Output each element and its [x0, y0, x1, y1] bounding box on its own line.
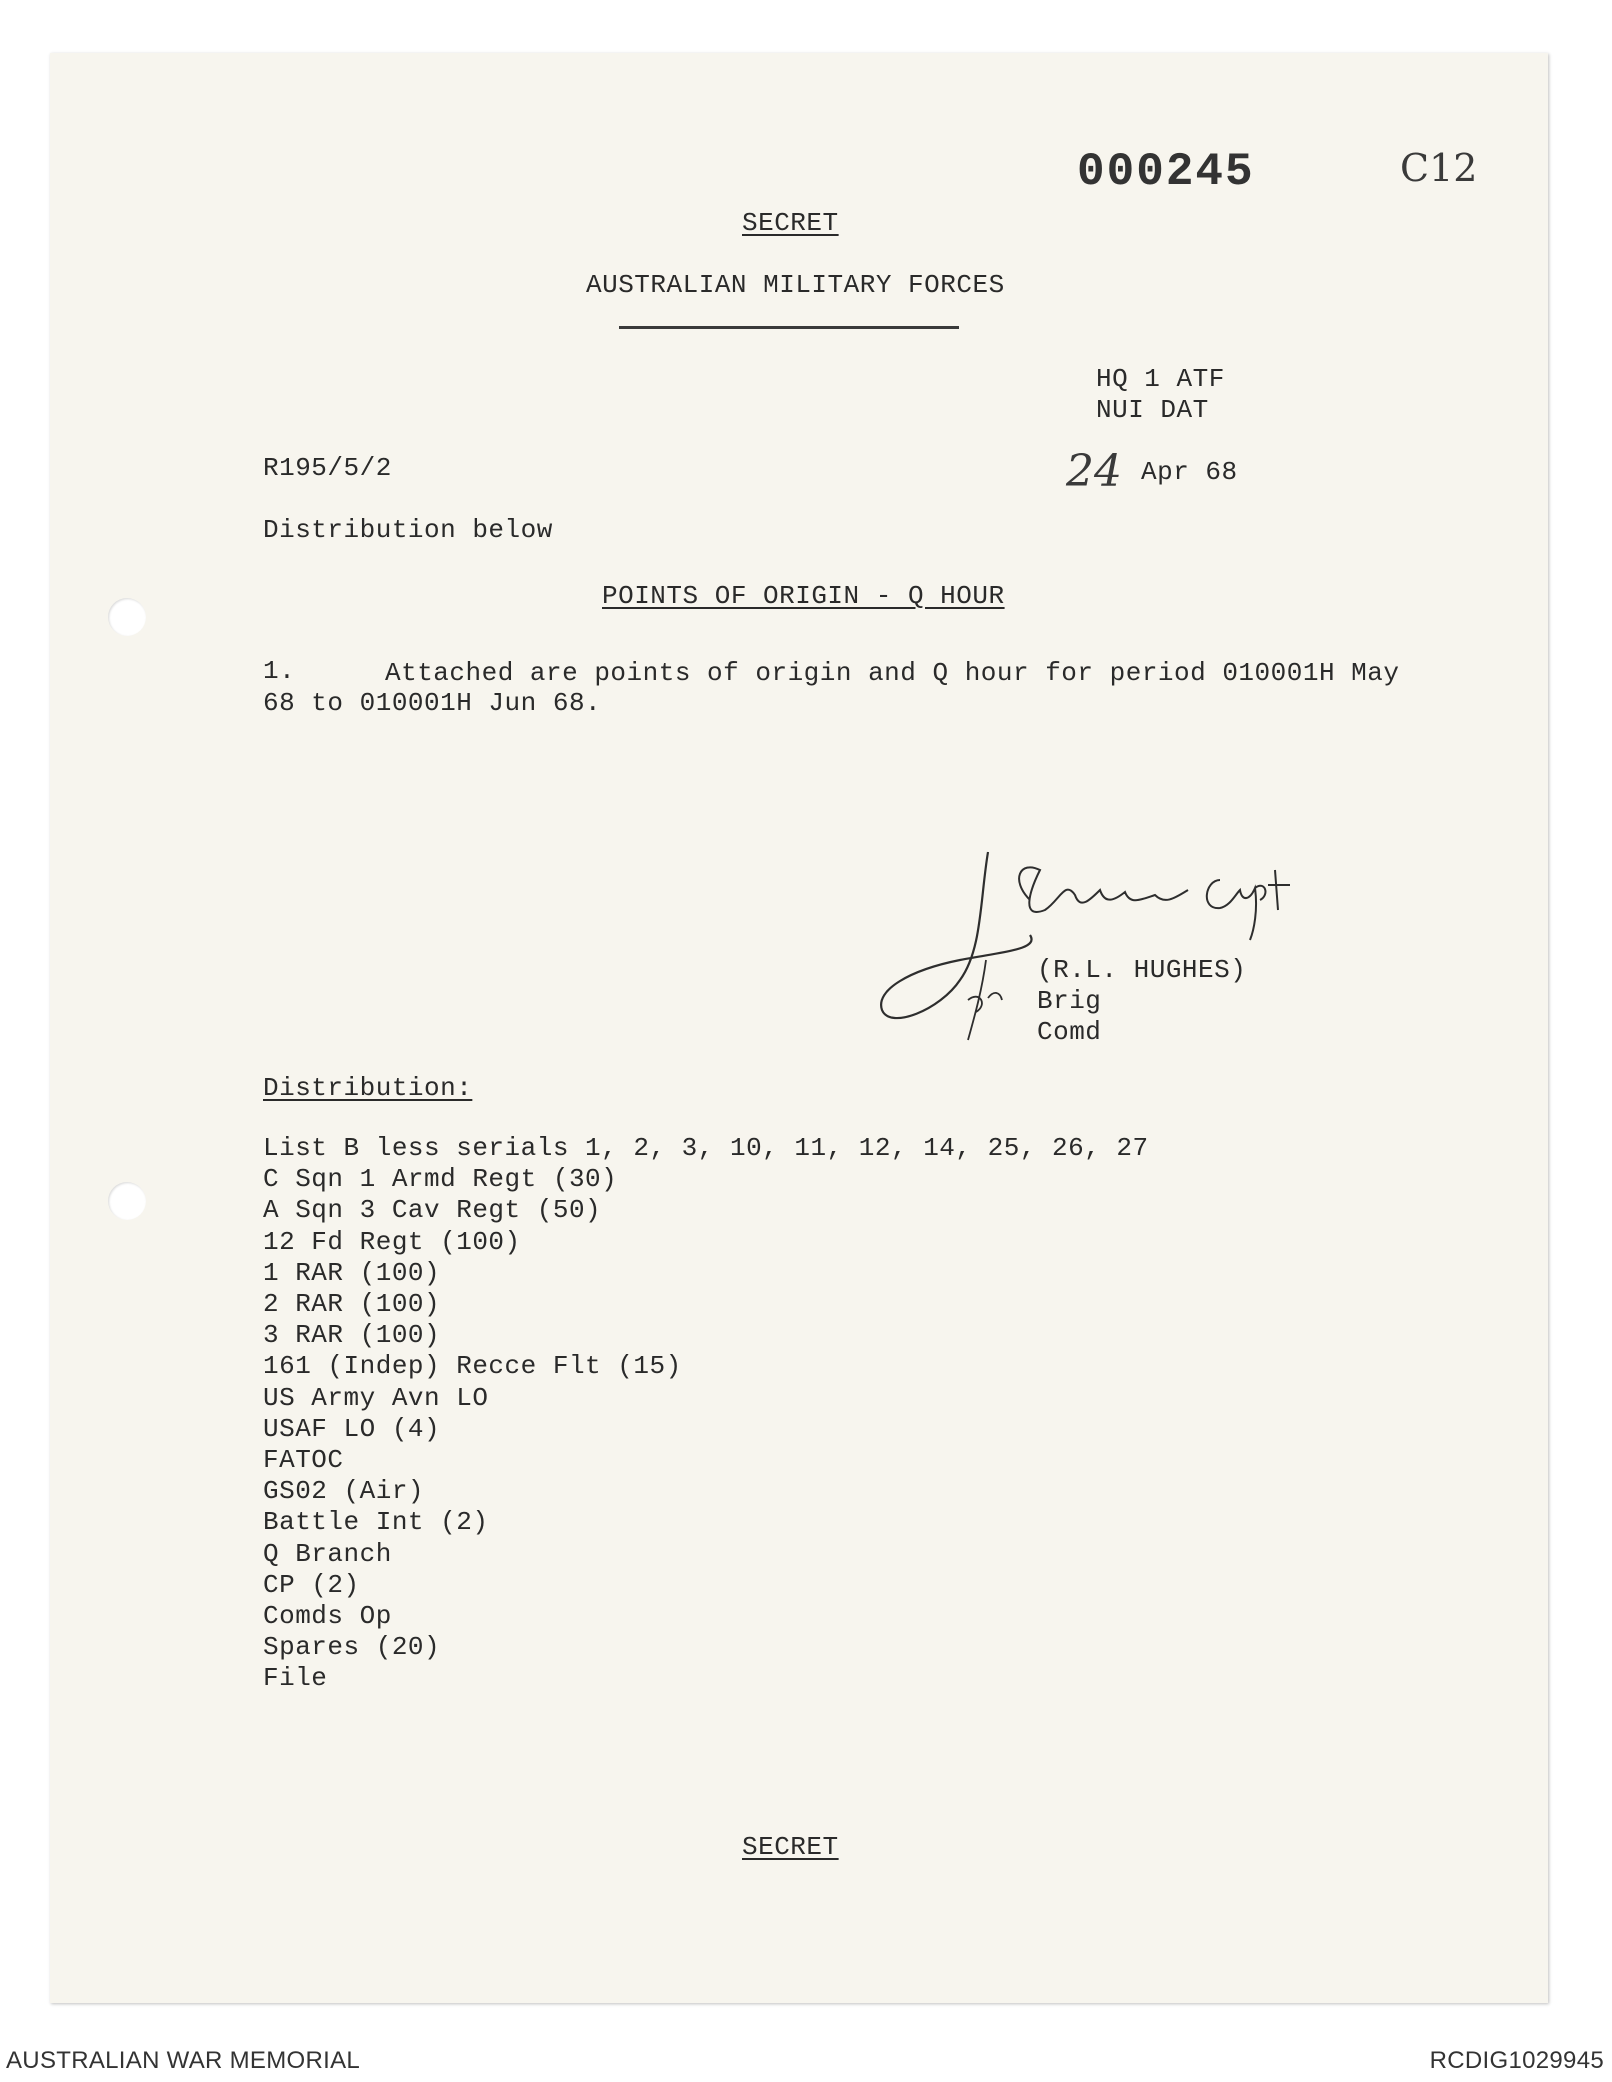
list-item: Comds Op [263, 1601, 392, 1632]
list-item: Spares (20) [263, 1632, 441, 1663]
list-item: 161 (Indep) Recce Flt (15) [263, 1351, 682, 1382]
subject-heading: POINTS OF ORIGIN - Q HOUR [602, 581, 1005, 611]
list-item: 3 RAR (100) [263, 1320, 441, 1351]
paragraph-number: 1. [263, 656, 296, 686]
address-line-1: HQ 1 ATF [1096, 364, 1225, 394]
list-item: 12 Fd Regt (100) [263, 1226, 521, 1257]
paragraph-line-1: Attached are points of origin and Q hour for period 010001H May [385, 658, 1400, 688]
footer-credit: AUSTRALIAN WAR MEMORIAL [6, 2047, 361, 2074]
signatory-appointment: Comd [1037, 1017, 1102, 1047]
list-item: USAF LO (4) [263, 1413, 441, 1444]
list-item: List B less serials 1, 2, 3, 10, 11, 12, 14, 25, 26, 27 [263, 1133, 1149, 1163]
organisation-heading: AUSTRALIAN MILITARY FORCES [586, 270, 1005, 300]
list-item: GS02 (Air) [263, 1476, 425, 1507]
document-number: 000245 [1077, 146, 1255, 198]
distribution-heading: Distribution: [263, 1073, 473, 1103]
address-line-2: NUI DAT [1096, 395, 1209, 425]
addressee: Distribution below [263, 515, 553, 545]
signatory-rank: Brig [1037, 986, 1102, 1016]
list-item: 1 RAR (100) [263, 1257, 441, 1288]
punch-hole-top [108, 598, 146, 636]
handwritten-date-day: 24 [1066, 446, 1122, 497]
paragraph-line-2: 68 to 010001H Jun 68. [263, 688, 602, 718]
distribution-list [263, 1133, 1149, 1695]
punch-hole-bottom [108, 1182, 146, 1220]
list-item: CP (2) [263, 1569, 360, 1600]
classification-top: SECRET [742, 208, 839, 238]
list-item: A Sqn 3 Cav Regt (50) [263, 1195, 602, 1226]
handwritten-reference: C12 [1400, 146, 1478, 190]
list-item: Q Branch [263, 1538, 392, 1569]
file-reference: R195/5/2 [263, 453, 392, 483]
list-item: FATOC [263, 1445, 344, 1476]
list-item: File [263, 1663, 328, 1694]
date-month-year: Apr 68 [1141, 457, 1238, 487]
classification-bottom: SECRET [742, 1832, 839, 1862]
list-item: C Sqn 1 Armd Regt (30) [263, 1164, 618, 1195]
list-item: 2 RAR (100) [263, 1289, 441, 1320]
signatory-name: (R.L. HUGHES) [1037, 955, 1247, 985]
list-item: Battle Int (2) [263, 1507, 489, 1538]
list-item: US Army Avn LO [263, 1382, 489, 1413]
heading-rule [619, 326, 959, 329]
footer-id: RCDIG1029945 [1429, 2047, 1604, 2074]
